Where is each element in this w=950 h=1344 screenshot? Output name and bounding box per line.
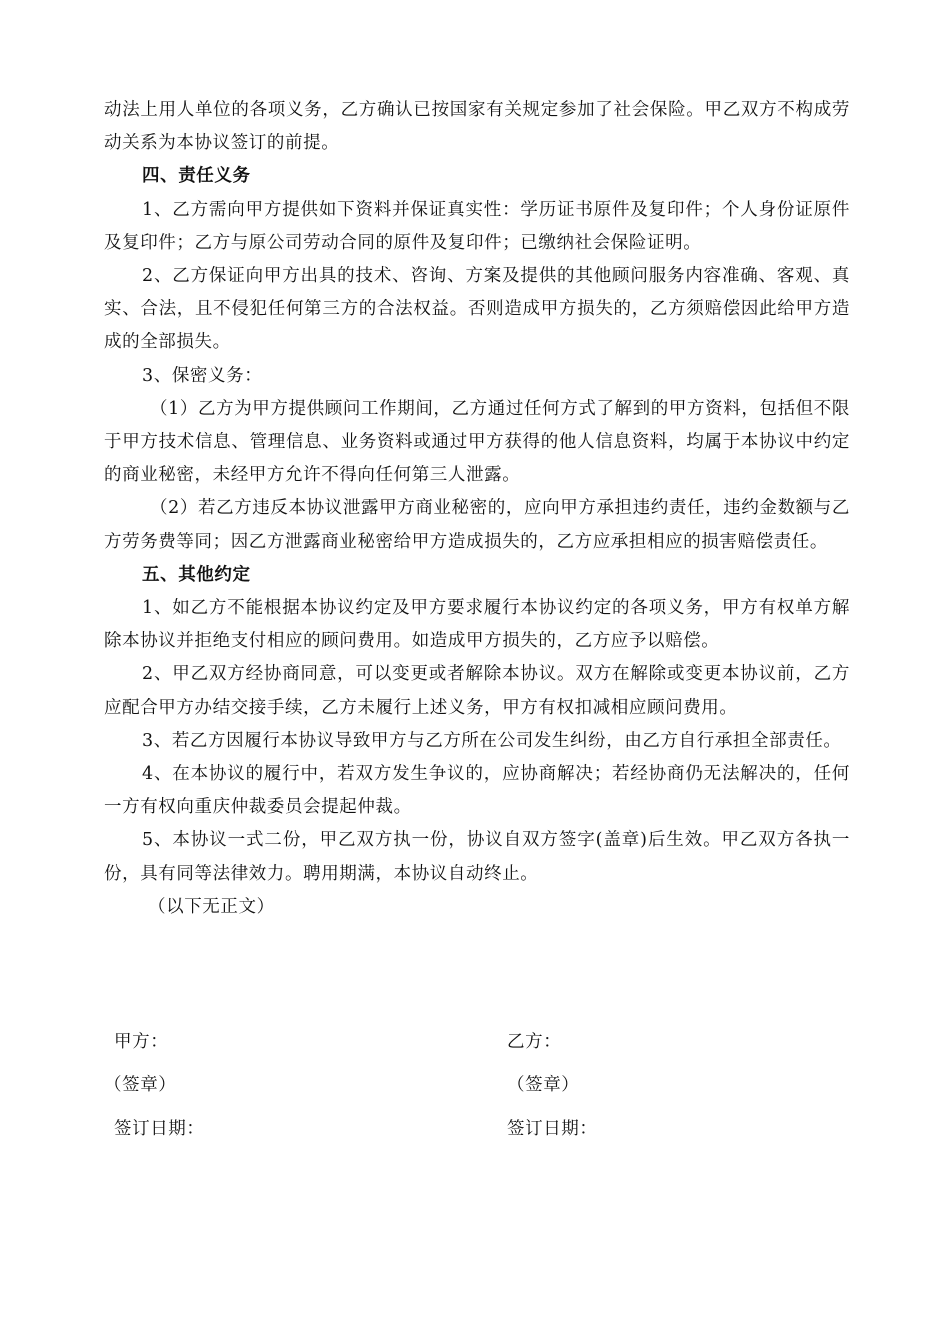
clause-5-5: 5、本协议一式二份，甲乙双方执一份，协议自双方签字(盖章)后生效。甲乙双方各执一份，具有同等法律效力。聘用期满，本协议自动终止。 bbox=[104, 830, 850, 884]
section-heading-duties: 四、责任义务 bbox=[142, 166, 251, 187]
party-b-seal-label: （签章） bbox=[507, 1075, 580, 1095]
clause-5-4: 4、在本协议的履行中，若双方发生争议的，应协商解决；若经协商仍无法解决的，任何一方有权向重庆仲裁委员会提起仲裁。 bbox=[104, 764, 850, 818]
party-a-seal-label: （签章） bbox=[104, 1075, 177, 1095]
party-b-date-label: 签订日期： bbox=[507, 1119, 598, 1139]
clause-4-3: 3、保密义务： bbox=[142, 365, 263, 386]
clause-5-3: 3、若乙方因履行本协议导致甲方与乙方所在公司发生纠纷，由乙方自行承担全部责任。 bbox=[142, 730, 842, 751]
document-body bbox=[104, 94, 850, 924]
clause-4-3-1: （1）乙方为甲方提供顾问工作期间，乙方通过任何方式了解到的甲方资料，包括但不限于甲方技术信息、管理信息、业务资料或通过甲方获得的他人信息资料，均属于本协议中约定的商业秘密，未经甲方允许不得向任何第三人泄露。 bbox=[104, 398, 850, 486]
clause-4-3-2: （2）若乙方违反本协议泄露甲方商业秘密的，应向甲方承担违约责任，违约金数额与乙方劳务费等同；因乙方泄露商业秘密给甲方造成损失的，乙方应承担相应的损害赔偿责任。 bbox=[104, 498, 850, 552]
clause-4-1: 1、乙方需向甲方提供如下资料并保证真实性：学历证书原件及复印件；个人身份证原件及复印件；乙方与原公司劳动合同的原件及复印件；已缴纳社会保险证明。 bbox=[104, 199, 850, 253]
intro-paragraph: 动法上用人单位的各项义务，乙方确认已按国家有关规定参加了社会保险。甲乙双方不构成劳动关系为本协议签订的前提。 bbox=[104, 100, 850, 154]
closing-note: （以下无正文） bbox=[148, 896, 275, 917]
clause-4-2: 2、乙方保证向甲方出具的技术、咨询、方案及提供的其他顾问服务内容准确、客观、真实、合法，且不侵犯任何第三方的合法权益。否则造成甲方损失的，乙方须赔偿因此给甲方造成的全部损失。 bbox=[104, 266, 850, 353]
section-heading-other: 五、其他约定 bbox=[142, 564, 251, 585]
party-b-label: 乙方： bbox=[507, 1032, 562, 1052]
party-a-date-label: 签订日期： bbox=[114, 1119, 205, 1139]
clause-5-2: 2、甲乙双方经协商同意，可以变更或者解除本协议。双方在解除或变更本协议前，乙方应配合甲方办结交接手续，乙方未履行上述义务，甲方有权扣减相应顾问费用。 bbox=[104, 664, 850, 718]
clause-5-1: 1、如乙方不能根据本协议约定及甲方要求履行本协议约定的各项义务，甲方有权单方解除本协议并拒绝支付相应的顾问费用。如造成甲方损失的，乙方应予以赔偿。 bbox=[104, 598, 850, 652]
party-a-label: 甲方： bbox=[114, 1032, 169, 1052]
